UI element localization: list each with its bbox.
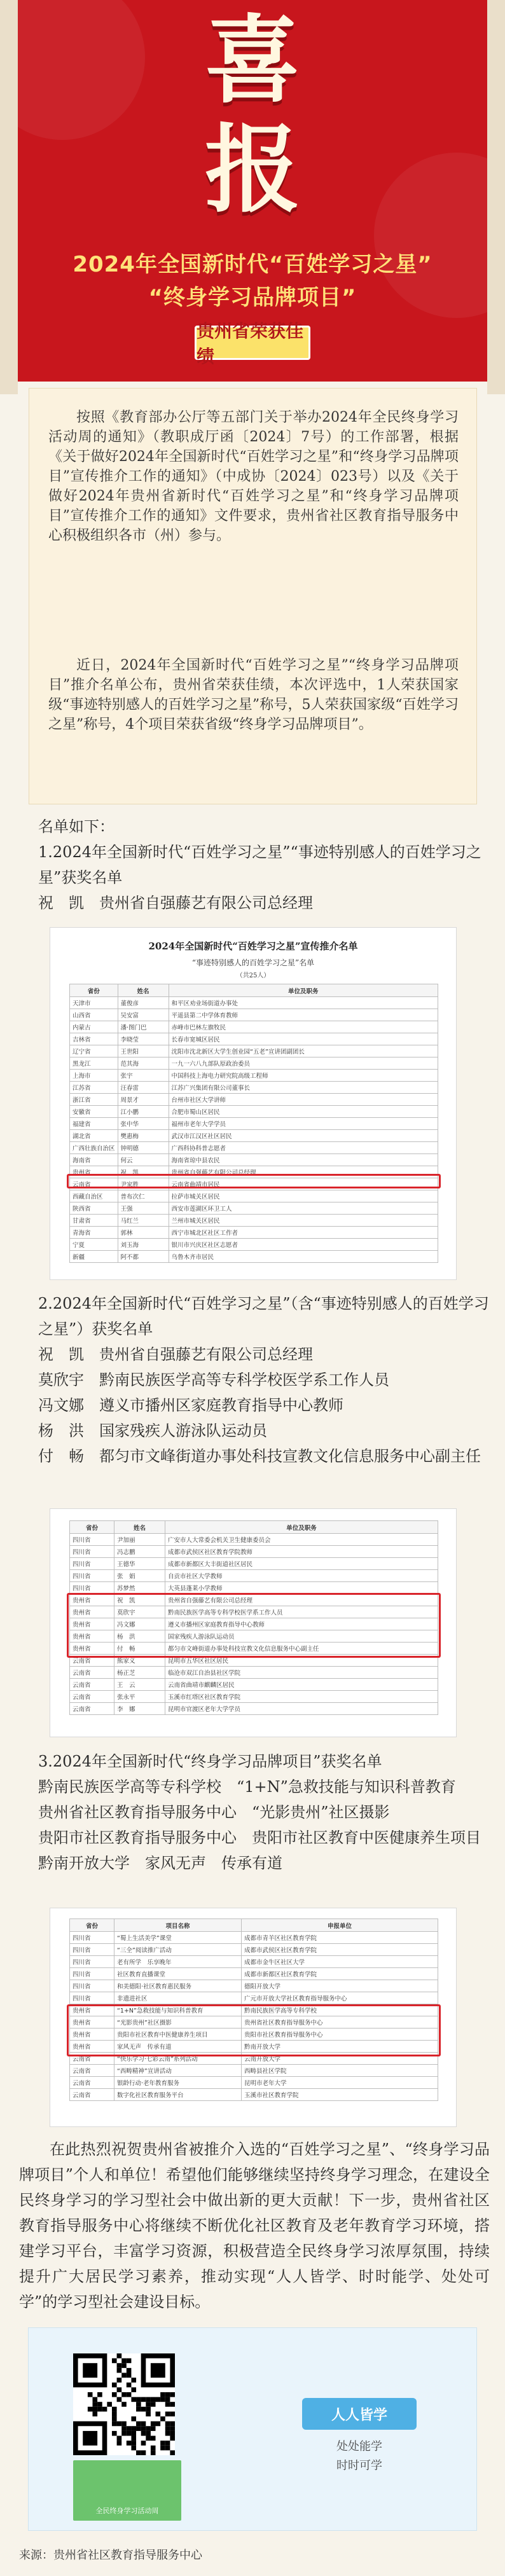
table-cell: 何云 <box>118 1154 169 1166</box>
table-cell: 大英县蓬莱小学教师 <box>165 1582 438 1594</box>
table-cell: 云南省 <box>70 1655 114 1667</box>
table-row <box>70 1190 438 1202</box>
table-cell: 冯志鹏 <box>114 1546 165 1558</box>
table-cell: 昆明市老年大学 <box>242 2077 438 2089</box>
table-cell: 银川市兴庆区社区志愿者 <box>169 1239 438 1251</box>
table-cell: 贵州省 <box>70 1606 114 1618</box>
table-cell: 四川省 <box>70 1992 114 2004</box>
table-cell: 云南省曲靖市居民 <box>169 1178 438 1190</box>
doc1-subtitle: “事迹特别感人的百姓学习之星”名单 <box>191 958 315 967</box>
table-row <box>70 1667 438 1679</box>
table-cell: 临沧市双江自治县社区学院 <box>165 1667 438 1679</box>
table-cell: 钟明德 <box>118 1142 169 1154</box>
column-header: 项目名称 <box>114 1919 242 1932</box>
doc3-image <box>50 1908 457 2127</box>
table-cell: 成都市青羊区社区教育学院 <box>242 1932 438 1944</box>
table-cell: 贵州省 <box>70 1618 114 1630</box>
table-row <box>70 1944 438 1956</box>
table-cell: 贵州省 <box>70 1630 114 1643</box>
doc3-highlight <box>67 2004 441 2056</box>
table-cell: 西宁市城北区社区工作者 <box>169 1227 438 1239</box>
table-cell: 王世阳 <box>118 1045 169 1057</box>
table-cell: 云南省曲靖市麒麟区居民 <box>165 1679 438 1691</box>
table-cell: 平遥县第二中学体育教师 <box>169 1009 438 1021</box>
table-cell: 陕西省 <box>70 1202 118 1215</box>
section2-people <box>38 1342 490 1469</box>
section3-heading: 3.2024年全国新时代“终身学习品牌项目”获奖名单 <box>38 1753 382 1770</box>
table-cell: 银龄行动·老年教育服务 <box>114 2077 242 2089</box>
table-row <box>70 1992 438 2004</box>
table-cell: 黔南民族医学高等专科学校医学系工作人员 <box>165 1606 438 1618</box>
column-header: 姓名 <box>114 1521 165 1534</box>
table-row <box>70 1094 438 1106</box>
section1-person: 祝 凯 贵州省自强藤艺有限公司总经理 <box>38 894 313 912</box>
table-cell: 武汉市江汉区社区居民 <box>169 1130 438 1142</box>
table-cell: 江苏广兴集团有限公司董事长 <box>169 1082 438 1094</box>
table-cell: 成都市新都区社区教育学院 <box>242 1968 438 1980</box>
table-row <box>70 1582 438 1594</box>
table-cell: 广元市开放大学社区教育指导服务中心 <box>242 1992 438 2004</box>
table-row <box>70 1227 438 1239</box>
table-cell: 山西省 <box>70 1009 118 1021</box>
table-cell: 云南省 <box>70 1691 114 1703</box>
table-cell: 四川省 <box>70 1980 114 1992</box>
table-row <box>70 1202 438 1215</box>
table-cell: 沈阳市沈北新区大学生创业园“五老”宣讲团副团长 <box>169 1045 438 1057</box>
table-cell: 云南省 <box>70 1667 114 1679</box>
table-cell: 黔南民族医学高等专科学校 <box>242 2004 438 2016</box>
table-cell: 杨 洪 <box>114 1630 165 1643</box>
table-cell: 潘·图门巴 <box>118 1021 169 1033</box>
table-cell: 非遗进社区 <box>114 1992 242 2004</box>
table-header-row <box>70 1919 438 1932</box>
slogan-line-2: 处处能学 <box>336 2440 382 2453</box>
table-cell: 云南省 <box>70 2065 114 2077</box>
table-cell: 李晓莹 <box>118 1033 169 1045</box>
table-cell: 贵阳市社区教育中医健康养生项目 <box>114 2028 242 2041</box>
table-cell: 云南开放大学 <box>242 2053 438 2065</box>
table-cell: 普布次仁 <box>118 1190 169 1202</box>
table-cell: 西畴县社区学院 <box>242 2065 438 2077</box>
table-row <box>70 1534 438 1546</box>
table-cell: 贵州省 <box>70 2041 114 2053</box>
table-cell: 熊家义 <box>114 1655 165 1667</box>
section1-heading: 1.2024年全国新时代“百姓学习之星”“事迹特别感人的百姓学习之星”获奖名单 <box>38 843 481 886</box>
table-cell: 海南省琼中县农民 <box>169 1154 438 1166</box>
table-cell: 成都市武侯区社区教育学院教师 <box>165 1546 438 1558</box>
table-cell: 杨正芝 <box>114 1667 165 1679</box>
intro-paragraph-1: 按照《教育部办公厅等五部门关于举办2024年全民终身学习活动周的通知》（教职成厅函〔2024〕7号）的工作部署，根据《关于做好2024年全国新时代“百姓学习之星”和“终身学习品牌项目”宣传推介工作的通知》（中成协〔2024〕023号）以及《关于做好2024年贵州省新时代“百姓学习之星”和“终身学习品牌项目”宣传推介工作的通知》文件要求，贵州省社区教育指导服务中心积极组织各市（州）参与。 <box>48 410 459 544</box>
column-header: 申报单位 <box>242 1919 438 1932</box>
table-cell: 乌鲁木齐市居民 <box>169 1251 438 1263</box>
table-row <box>70 1082 438 1094</box>
table-cell: 贵州省 <box>70 2004 114 2016</box>
doc1-count: （共25人） <box>236 972 270 979</box>
table-cell: 兰州市城关区居民 <box>169 1215 438 1227</box>
table-cell: 贵阳市社区教育指导服务中心 <box>242 2028 438 2041</box>
table-cell: 冯文娜 <box>114 1618 165 1630</box>
column-header: 省份 <box>70 1521 114 1534</box>
table-cell: 安徽省 <box>70 1106 118 1118</box>
slogan-pill: 人人皆学 <box>302 2398 417 2430</box>
footer-card <box>28 2327 477 2531</box>
table-row <box>70 1009 438 1021</box>
hero-char-top: 喜 <box>204 4 300 116</box>
table-cell: 贵州省 <box>70 1166 118 1178</box>
table-cell: “光影贵州”社区摄影 <box>114 2016 242 2028</box>
list-item: 贵州省社区教育指导服务中心 “光影贵州”社区摄影 <box>38 1803 390 1821</box>
table-cell: 甘肃省 <box>70 1215 118 1227</box>
table-cell: 刘玉海 <box>118 1239 169 1251</box>
table-cell: 阿不都 <box>118 1251 169 1263</box>
table-cell: 新疆 <box>70 1251 118 1263</box>
table-cell: 范其海 <box>118 1057 169 1070</box>
hero-title-line2: “终身学习品牌项目” <box>148 285 357 310</box>
table-cell: 付 畅 <box>114 1643 165 1655</box>
table-cell: 老有所学 乐享晚年 <box>114 1956 242 1968</box>
table-row <box>70 1033 438 1045</box>
table-cell: 台州市社区大学讲师 <box>169 1094 438 1106</box>
table-header-row <box>70 1521 438 1534</box>
table-cell: 浙江省 <box>70 1094 118 1106</box>
table-cell: 德阳开放大学 <box>242 1980 438 1992</box>
table-cell: “快乐学习·七彩云南”系列活动 <box>114 2053 242 2065</box>
table-cell: 一九一六八九部队原政治委员 <box>169 1057 438 1070</box>
slogan-line-3: 时时可学 <box>336 2459 382 2472</box>
table-row <box>70 1932 438 1944</box>
table-cell: 贵州省社区教育指导服务中心 <box>242 2016 438 2028</box>
table-cell: 家风无声 传承有道 <box>114 2041 242 2053</box>
table-row <box>70 1691 438 1703</box>
table-cell: 董俊彦 <box>118 997 169 1009</box>
table-cell: 祝 凯 <box>118 1166 169 1178</box>
column-header: 省份 <box>70 984 118 997</box>
table-row <box>70 1057 438 1070</box>
table-cell: 成都市金牛区社区大学 <box>242 1956 438 1968</box>
table-row <box>70 1045 438 1057</box>
table-row <box>70 1546 438 1558</box>
table-cell: 湖北省 <box>70 1130 118 1142</box>
table-cell: “三全”阅读推广活动 <box>114 1944 242 1956</box>
table-cell: 王强 <box>118 1202 169 1215</box>
table-cell: 国家残疾人游泳队运动员 <box>165 1630 438 1643</box>
source-credit: 来源：贵州省社区教育指导服务中心 <box>19 2549 202 2562</box>
table-cell: 贵州省 <box>70 1643 114 1655</box>
hero-badge: 贵州省荣获佳绩 <box>195 326 310 360</box>
table-row <box>70 1980 438 1992</box>
table-row <box>70 2065 438 2077</box>
table-cell: 数字化社区教育服务平台 <box>114 2089 242 2101</box>
section2-heading: 2.2024年全国新时代“百姓学习之星”（含“事迹特别感人的百姓学习之星”）获奖名单 <box>38 1295 489 1338</box>
hero-banner <box>18 0 487 382</box>
table-cell: 莫欣宇 <box>114 1606 165 1618</box>
table-cell: 福州市老年大学学员 <box>169 1118 438 1130</box>
table-cell: 四川省 <box>70 1932 114 1944</box>
table-cell: 张宇 <box>118 1070 169 1082</box>
table-row <box>70 1703 438 1715</box>
table-cell: 天津市 <box>70 997 118 1009</box>
table-cell: 云南省 <box>70 2053 114 2065</box>
table-row <box>70 1142 438 1154</box>
table-cell: 四川省 <box>70 1546 114 1558</box>
table-cell: 苏梦然 <box>114 1582 165 1594</box>
hero-fold-left <box>0 0 18 394</box>
table-cell: 玉溪市红塔区社区教育学院 <box>165 1691 438 1703</box>
table-cell: 合肥市蜀山区居民 <box>169 1106 438 1118</box>
table-cell: 云南省 <box>70 1679 114 1691</box>
section3-projects <box>38 1774 490 1876</box>
table-cell: 都匀市文峰街道办事处科技宣教文化信息服务中心副主任 <box>165 1643 438 1655</box>
doc1-table <box>69 984 438 1263</box>
doc1-image <box>50 927 457 1280</box>
table-cell: 福建省 <box>70 1118 118 1130</box>
table-row <box>70 1154 438 1166</box>
table-cell: 吴安富 <box>118 1009 169 1021</box>
table-cell: 昆明市官渡区老年大学学员 <box>165 1703 438 1715</box>
table-cell: 祝 凯 <box>114 1594 165 1606</box>
table-cell: 周景才 <box>118 1094 169 1106</box>
column-header: 单位及职务 <box>165 1521 438 1534</box>
table-cell: 贵州省 <box>70 2028 114 2041</box>
table-row <box>70 1239 438 1251</box>
table-cell: 四川省 <box>70 1570 114 1582</box>
table-cell: 云南省 <box>70 2089 114 2101</box>
table-cell: 辽宁省 <box>70 1045 118 1057</box>
list-item: 冯文娜 遵义市播州区家庭教育指导中心教师 <box>38 1396 343 1414</box>
table-cell: 四川省 <box>70 1956 114 1968</box>
table-cell: 西藏自治区 <box>70 1190 118 1202</box>
qr-code-icon[interactable] <box>73 2353 175 2455</box>
table-cell: “蜀上生活美学”课堂 <box>114 1932 242 1944</box>
table-cell: 昆明市五华区社区居民 <box>165 1655 438 1667</box>
table-row <box>70 1106 438 1118</box>
table-header-row <box>70 984 438 997</box>
column-header: 省份 <box>70 1919 114 1932</box>
table-row <box>70 2089 438 2101</box>
table-cell: 贵州省自强藤艺有限公司总经理 <box>165 1594 438 1606</box>
table-cell: 社区教育直播课堂 <box>114 1968 242 1980</box>
table-cell: 成都市新都区大丰街道社区居民 <box>165 1558 438 1570</box>
table-cell: 自贡市社区大学教师 <box>165 1570 438 1582</box>
hero-char-bottom: 报 <box>204 114 300 226</box>
table-cell: “西畴精神”宣讲活动 <box>114 2065 242 2077</box>
table-cell: 长春市宽城区居民 <box>169 1033 438 1045</box>
table-cell: 海南省 <box>70 1154 118 1166</box>
table-cell: 樊惠梅 <box>118 1130 169 1142</box>
closing-paragraph: 在此热烈祝贺贵州省被推介入选的“百姓学习之星”、“终身学习品牌项目”个人和单位！希望他们能够继续坚持终身学习理念，在建设全民终身学习的学习型社会中做出新的更大贡献！下一步，贵州省社区教育指导服务中心将继续不断优化社区教育及老年教育学习环境，搭建学习平台，丰富学习资源，积极营造全民终身学习浓厚氛围，持续提升广大居民学习素养，推动实现“人人皆学、时时能学、处处可学”的学习型社会建设目标。 <box>19 2140 490 2311</box>
table-cell: 宁夏 <box>70 1239 118 1251</box>
table-cell: 云南省 <box>70 1178 118 1190</box>
doc2-highlight <box>67 1593 441 1658</box>
list-item: 祝 凯 贵州省自强藤艺有限公司总经理 <box>38 1346 313 1363</box>
table-cell: 汪春雷 <box>118 1082 169 1094</box>
table-cell: 马红兰 <box>118 1215 169 1227</box>
table-cell: 上海市 <box>70 1070 118 1082</box>
table-cell: 遵义市播州区家庭教育指导中心教师 <box>165 1618 438 1630</box>
list-item: 杨 洪 国家残疾人游泳队运动员 <box>38 1422 267 1440</box>
table-cell: 中国科技上海电力研究院高级工程师 <box>169 1070 438 1082</box>
doc1-highlight <box>67 1174 441 1188</box>
table-cell: 云南省 <box>70 2077 114 2089</box>
table-row <box>70 1968 438 1980</box>
table-cell: 黔南开放大学 <box>242 2041 438 2053</box>
table-row <box>70 1215 438 1227</box>
poster-image <box>73 2460 181 2521</box>
table-cell: 拉萨市城关区居民 <box>169 1190 438 1202</box>
hero-fold-right <box>487 0 505 394</box>
table-cell: 张中华 <box>118 1118 169 1130</box>
table-row <box>70 1130 438 1142</box>
table-row <box>70 1570 438 1582</box>
table-cell: 李 娜 <box>114 1703 165 1715</box>
table-cell: 玉溪市社区教育学院 <box>242 2089 438 2101</box>
table-cell: 青海省 <box>70 1227 118 1239</box>
table-cell: 四川省 <box>70 1968 114 1980</box>
table-cell: 郭林 <box>118 1227 169 1239</box>
doc2-image <box>50 1508 457 1737</box>
table-row <box>70 1251 438 1263</box>
table-row <box>70 1679 438 1691</box>
table-cell: 赤峰市巴林左旗牧民 <box>169 1021 438 1033</box>
column-header: 单位及职务 <box>169 984 438 997</box>
table-cell: 云南省 <box>70 1703 114 1715</box>
table-row <box>70 1956 438 1968</box>
table-cell: 贵州省 <box>70 2016 114 2028</box>
table-cell: 和美德阳·社区教育惠民服务 <box>114 1980 242 1992</box>
table-row <box>70 1021 438 1033</box>
table-cell: 成都市武侯区社区教育学院 <box>242 1944 438 1956</box>
table-cell: 江小鹏 <box>118 1106 169 1118</box>
table-row <box>70 1070 438 1082</box>
table-cell: 黑龙江 <box>70 1057 118 1070</box>
hero-decoration <box>18 0 145 140</box>
table-cell: 王德华 <box>114 1558 165 1570</box>
table-cell: 张 娟 <box>114 1570 165 1582</box>
table-cell: 贵州省 <box>70 1594 114 1606</box>
list-item: 黔南民族医学高等专科学校 “1+N”急救技能与知识科普教育 <box>38 1778 456 1796</box>
table-row <box>70 1118 438 1130</box>
table-cell: 吉林省 <box>70 1033 118 1045</box>
hero-title-line1: 2024年全国新时代“百姓学习之星” <box>73 252 432 277</box>
poster-caption: 全民终身学习活动周 <box>95 2507 159 2515</box>
table-cell: 四川省 <box>70 1582 114 1594</box>
table-cell: 四川省 <box>70 1558 114 1570</box>
intro-paragraph-2: 近日，2024年全国新时代“百姓学习之星”“终身学习品牌项目”推介名单公布，贵州省荣获佳绩，本次评选中，1人荣获国家级“事迹特别感人的百姓学习之星”称号，5人荣获国家级“百姓学习之星”称号，4个项目荣获省级“终身学习品牌项目”。 <box>48 658 459 733</box>
table-row <box>70 997 438 1009</box>
table-cell: 江苏省 <box>70 1082 118 1094</box>
table-cell: 广安市人大常委会机关卫生健康委员会 <box>165 1534 438 1546</box>
list-item: 贵阳市社区教育指导服务中心 贵阳市社区教育中医健康养生项目 <box>38 1829 481 1847</box>
table-cell: 四川省 <box>70 1944 114 1956</box>
column-header: 姓名 <box>118 984 169 997</box>
list-item: 黔南开放大学 家风无声 传承有道 <box>38 1854 282 1872</box>
doc1-title: 2024年全国新时代“百姓学习之星”宣传推介名单 <box>148 940 358 952</box>
list-item: 莫欣宇 黔南民族医学高等专科学校医学系工作人员 <box>38 1371 389 1389</box>
list-item: 付 畅 都匀市文峰街道办事处科技宣教文化信息服务中心副主任 <box>38 1447 481 1465</box>
table-row <box>70 1558 438 1570</box>
list-intro: 名单如下： <box>38 818 114 836</box>
table-cell: 四川省 <box>70 1534 114 1546</box>
table-cell: 和平区劝业场街道办事处 <box>169 997 438 1009</box>
table-cell: 贵州省自强藤艺有限公司总经理 <box>169 1166 438 1178</box>
table-row <box>70 2077 438 2089</box>
table-cell: 尹家胜 <box>118 1178 169 1190</box>
table-cell: 王 云 <box>114 1679 165 1691</box>
table-cell: 广西壮族自治区 <box>70 1142 118 1154</box>
table-cell: “1+N”急救技能与知识科普教育 <box>114 2004 242 2016</box>
table-cell: 尹加丽 <box>114 1534 165 1546</box>
intro-card <box>29 388 477 804</box>
table-cell: 张永平 <box>114 1691 165 1703</box>
table-cell: 广西科协科普志愿者 <box>169 1142 438 1154</box>
table-cell: 西安市莲湖区环卫工人 <box>169 1202 438 1215</box>
table-cell: 内蒙古 <box>70 1021 118 1033</box>
